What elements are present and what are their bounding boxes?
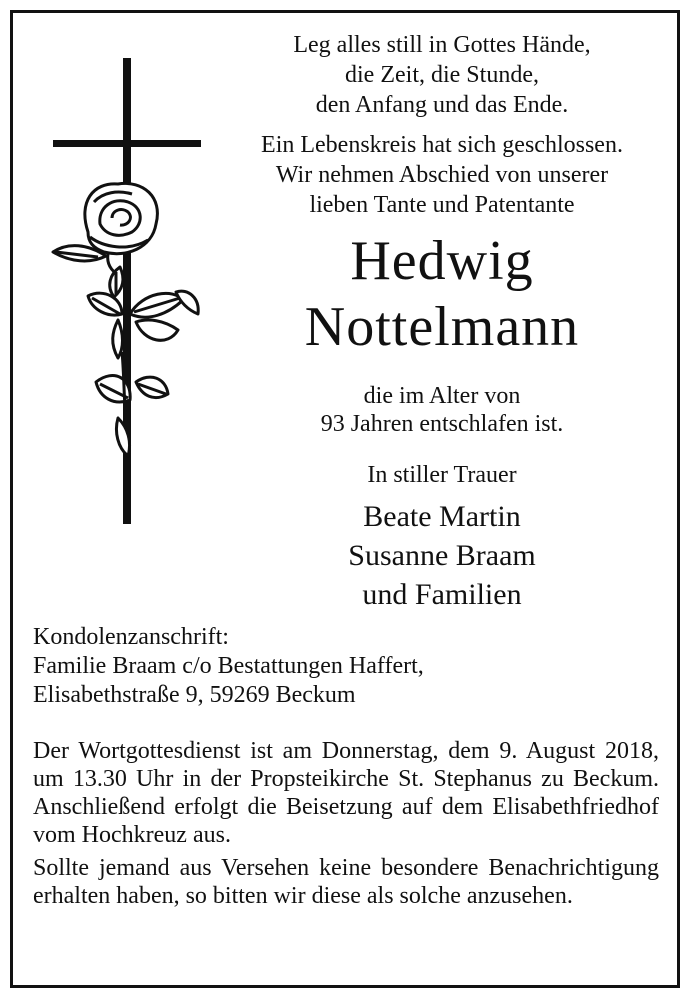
mourner-name: Beate Martin xyxy=(363,500,521,533)
condolence-label: Kondolenzanschrift: xyxy=(33,624,229,650)
intro-line: Ein Lebenskreis hat sich geschlossen. xyxy=(261,132,623,158)
verse-line: den Anfang und das Ende. xyxy=(315,92,569,118)
age-line: 93 Jahren entschlafen ist. xyxy=(320,411,564,437)
intro-block xyxy=(232,130,652,220)
mourners-list xyxy=(232,497,652,614)
mourning-intro xyxy=(232,460,652,490)
age-line: die im Alter von xyxy=(363,383,521,409)
condolence-address xyxy=(33,623,424,710)
mourning-intro-text: In stiller Trauer xyxy=(367,462,517,488)
age-text xyxy=(232,382,652,438)
condolence-line: Elisabethstraße 9, 59269 Beckum xyxy=(33,682,356,708)
mourner-name: und Familien xyxy=(362,578,522,611)
verse-line: die Zeit, die Stunde, xyxy=(345,62,539,88)
cross-horizontal-beam xyxy=(53,140,201,147)
verse-line: Leg alles still in Gottes Hände, xyxy=(293,32,591,58)
mourner-name: Susanne Braam xyxy=(348,539,536,572)
intro-line: lieben Tante und Patentante xyxy=(309,192,575,218)
notification-paragraph: Sollte jemand aus Versehen keine besondere Benachrichtigung erhalten haben, so bitten wir diese als solche anzusehen. xyxy=(33,855,659,909)
condolence-line: Familie Braam c/o Bestattungen Haffert, xyxy=(33,653,424,679)
intro-line: Wir nehmen Abschied von unserer xyxy=(275,162,609,188)
deceased-first-name: Hedwig xyxy=(350,230,534,292)
deceased-name xyxy=(232,228,652,360)
service-paragraph: Der Wortgottesdienst ist am Donnerstag, dem 9. August 2018, um 13.30 Uhr in der Propsteikirche St. Stephanus zu Beckum. Anschließend erfolgt die Beisetzung auf dem Elisabethfriedhof vom Hochkreuz aus. xyxy=(33,738,659,848)
verse-block xyxy=(232,30,652,120)
service-info xyxy=(33,737,659,915)
deceased-last-name: Nottelmann xyxy=(304,296,580,358)
cross-with-rose-icon xyxy=(48,52,208,532)
